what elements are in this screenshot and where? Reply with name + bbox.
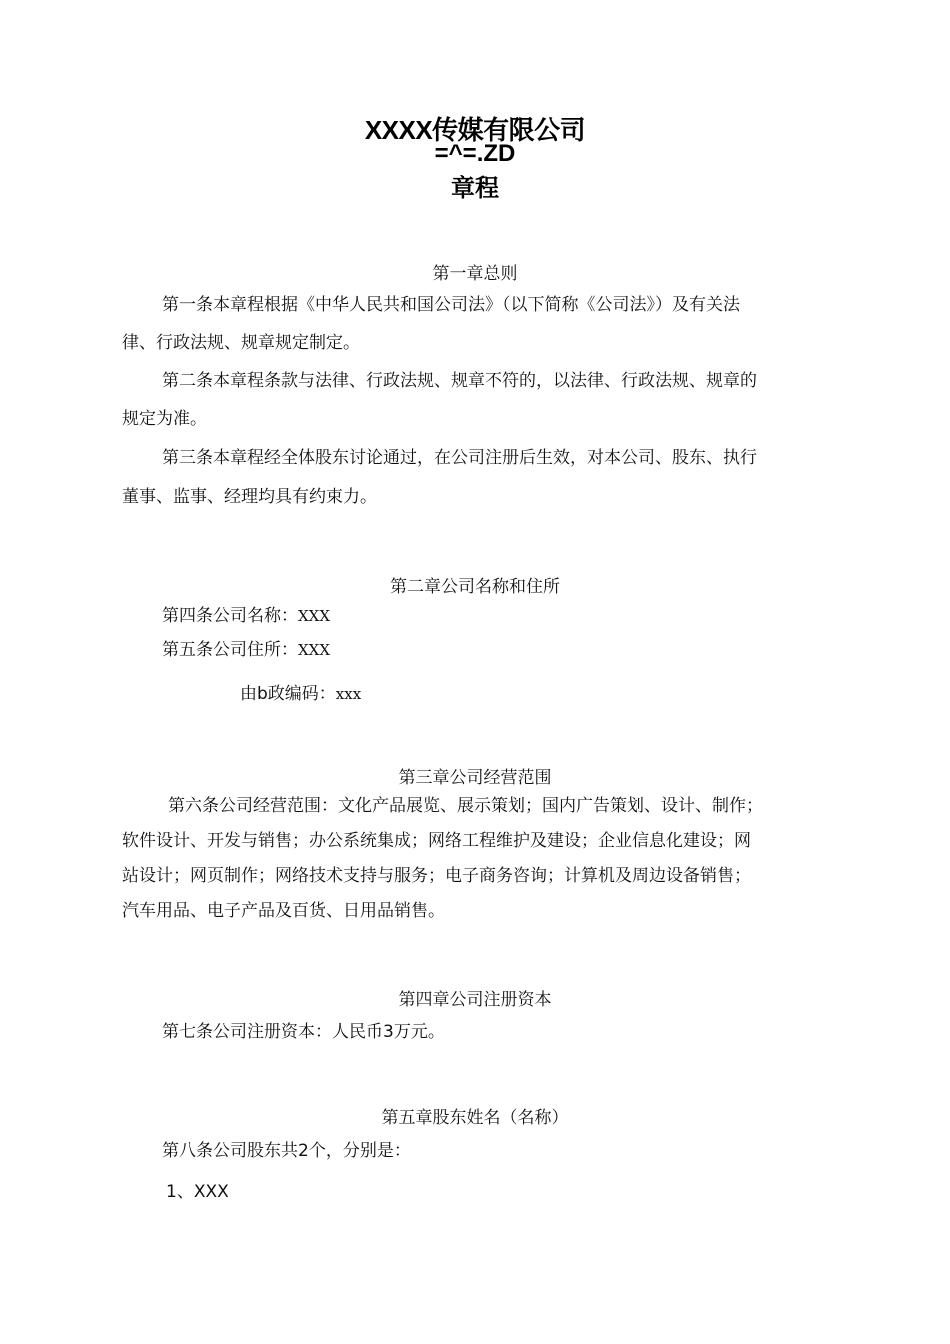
- garbled-subtitle: =^=.ZD: [434, 140, 516, 167]
- article-6-line-4: 汽车用品、电子产品及百货、日用品销售。: [122, 901, 445, 921]
- postal-code-value: xxx: [335, 685, 362, 703]
- article-5-label: 第五条公司住所：: [162, 640, 298, 660]
- shareholder-item-1: 1、XXX: [166, 1182, 229, 1202]
- company-name-value: XXX: [298, 607, 331, 625]
- chapter-1-heading: 第一章总则: [432, 264, 518, 284]
- document-title: 章程: [451, 175, 499, 202]
- article-8: 第八条公司股东共2个，分别是：: [162, 1141, 411, 1161]
- article-6-line-2: 软件设计、开发与销售；办公系统集成；网络工程维护及建设；企业信息化建设；网: [122, 831, 751, 851]
- article-1-line-2: 律、行政法规、规章规定制定。: [122, 333, 360, 353]
- postal-code-label: 由b政编码：: [240, 684, 336, 704]
- company-title: XXXX传媒有限公司: [364, 115, 586, 145]
- chapter-3-heading: 第三章公司经营范围: [398, 768, 552, 788]
- chapter-5-heading: 第五章股东姓名（名称）: [381, 1108, 569, 1128]
- article-2-line-1: 第二条本章程条款与法律、行政法规、规章不符的，以法律、行政法规、规章的: [162, 371, 757, 391]
- article-4: [162, 604, 330, 628]
- article-4-label: 第四条公司名称：: [162, 606, 298, 626]
- company-address-value: XXX: [298, 641, 331, 659]
- article-3-line-1: 第三条本章程经全体股东讨论通过，在公司注册后生效，对本公司、股东、执行: [162, 448, 757, 468]
- article-7: 第七条公司注册资本：人民币3万元。: [162, 1022, 445, 1042]
- article-5: [162, 638, 330, 662]
- article-6-line-1: 第六条公司经营范围：文化产品展览、展示策划；国内广告策划、设计、制作；: [168, 796, 763, 816]
- article-2-line-2: 规定为准。: [122, 409, 207, 429]
- article-6-line-3: 站设计；网页制作；网络技术支持与服务；电子商务咨询；计算机及周边设备销售；: [122, 866, 751, 886]
- postal-code: [240, 682, 361, 706]
- chapter-4-heading: 第四章公司注册资本: [398, 990, 552, 1010]
- article-1-line-1: 第一条本章程根据《中华人民共和国公司法》（以下简称《公司法》）及有关法: [162, 295, 740, 315]
- chapter-2-heading: 第二章公司名称和住所: [390, 577, 560, 597]
- article-3-line-2: 董事、监事、经理均具有约束力。: [122, 487, 377, 507]
